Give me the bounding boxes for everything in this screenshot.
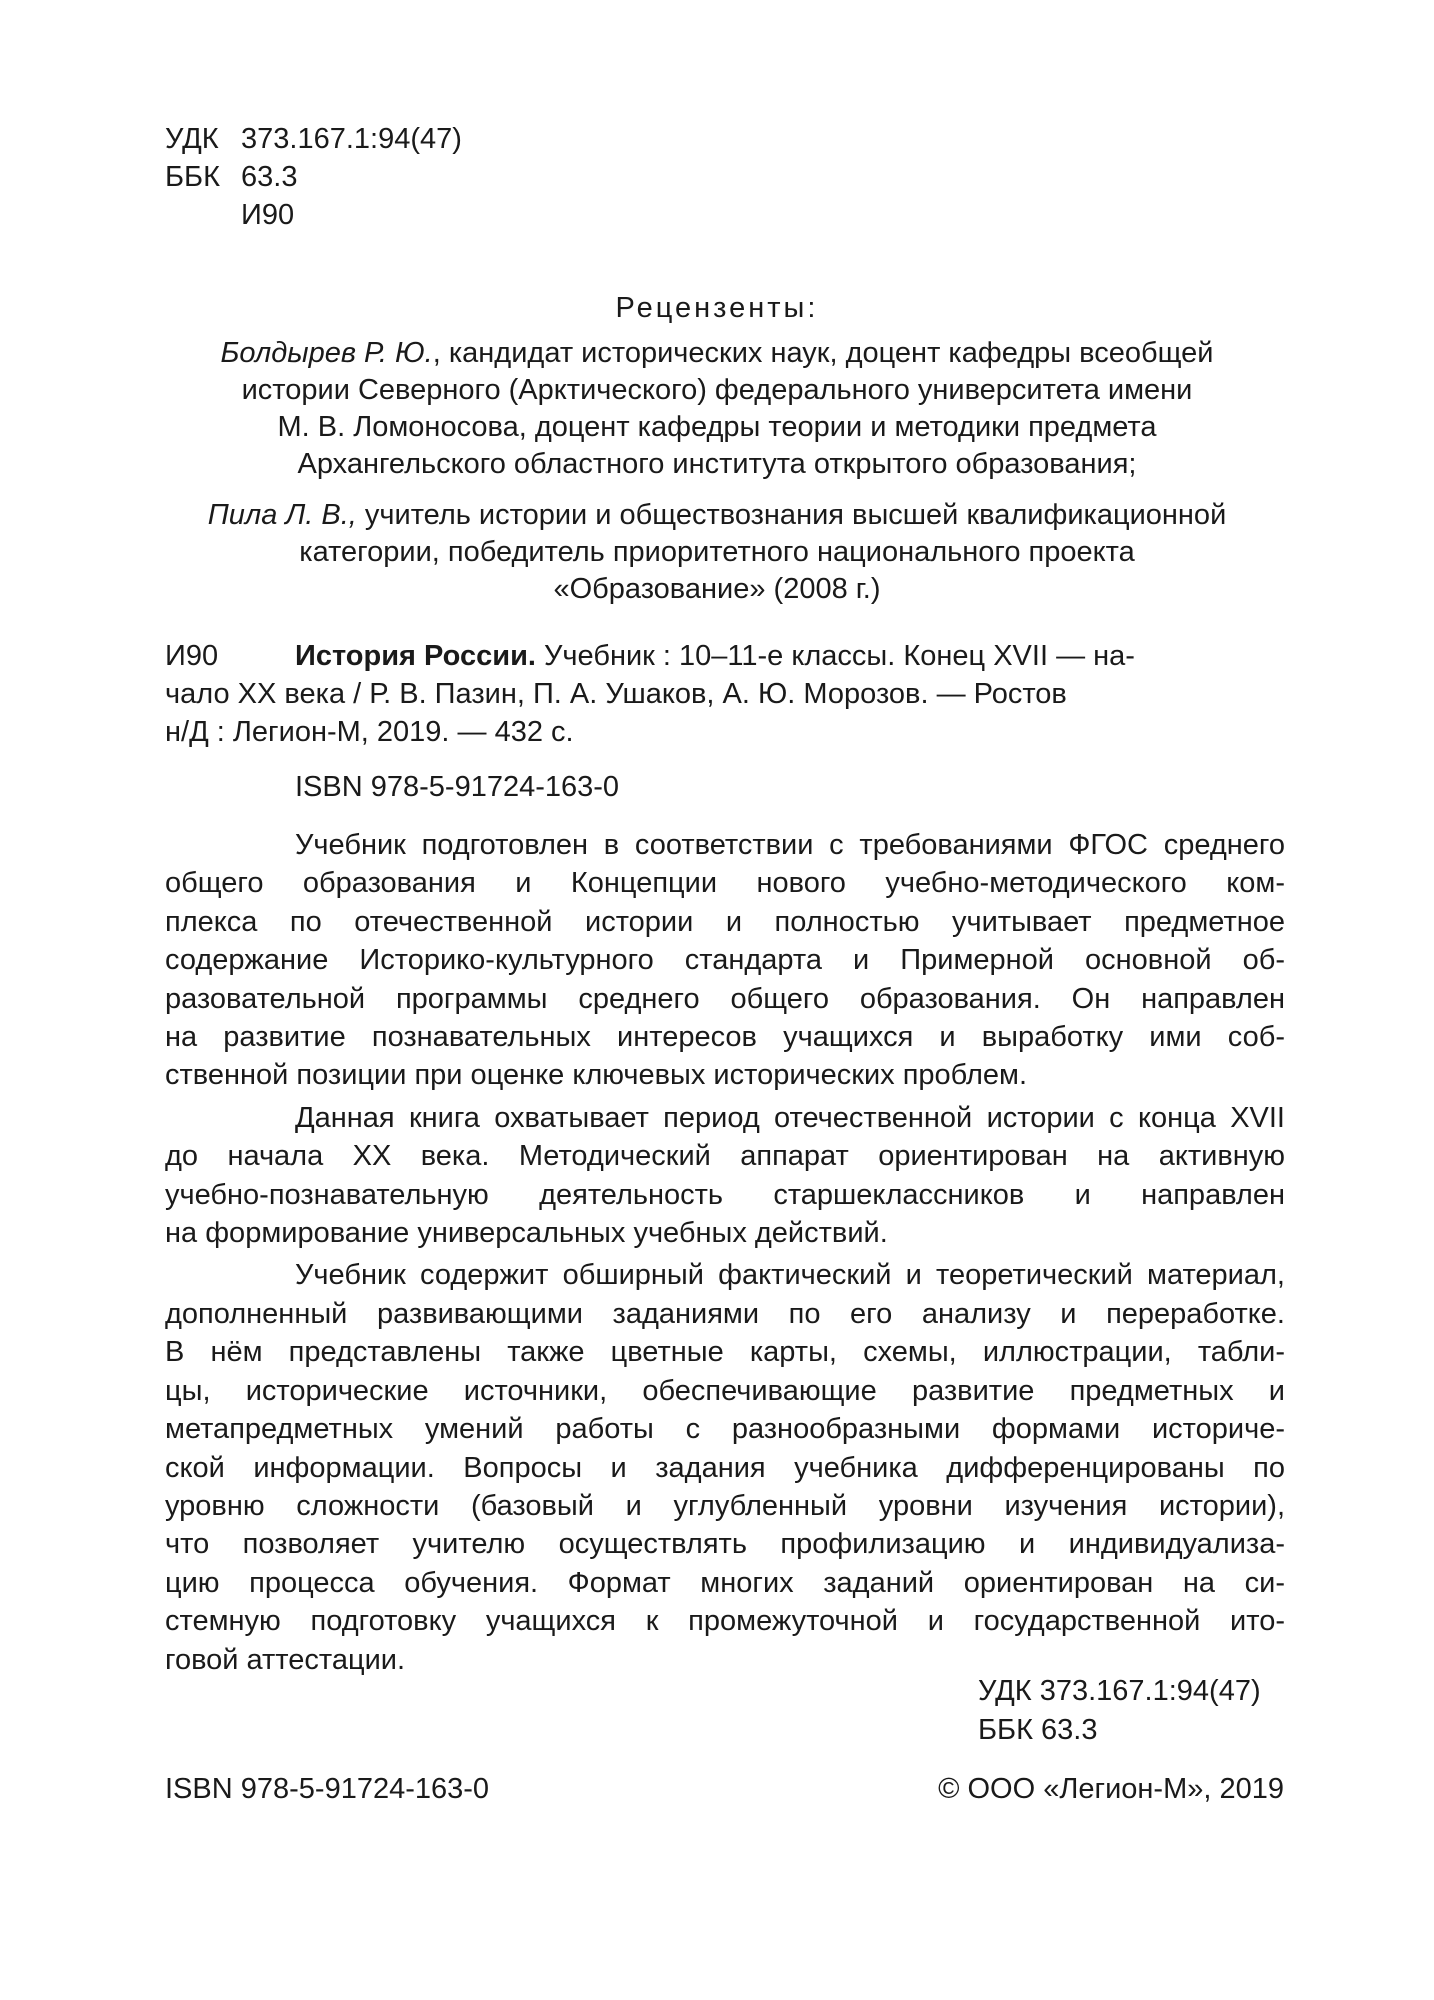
abstract-line: что позволяет учителю осуществлять профилизацию и индивидуализа- xyxy=(165,1528,1285,1561)
abstract-line: Данная книга охватывает период отечественной истории с конца XVII xyxy=(295,1101,1285,1134)
udk-row xyxy=(165,120,462,158)
bottom-udk: УДК 373.167.1:94(47) xyxy=(978,1675,1261,1707)
udk-value: 373.167.1:94(47) xyxy=(241,123,462,155)
book-title: История России. xyxy=(295,640,536,672)
author-mark: И90 xyxy=(241,199,295,231)
bbk-row xyxy=(165,158,462,196)
abstract-line: уровню сложности (базовый и углубленный уровни изучения истории), xyxy=(165,1489,1285,1522)
reviewer-1-name: Болдырев Р. Ю. xyxy=(220,337,433,369)
abstract-line: ственной позиции при оценке ключевых исторических проблем. xyxy=(165,1059,1028,1092)
footer-isbn: ISBN 978-5-91724-163-0 xyxy=(165,1773,490,1805)
bbk-value: 63.3 xyxy=(241,161,298,193)
reviewers-block xyxy=(150,290,1284,608)
abstract-line: содержание Историко-культурного стандарта и Примерной основной об- xyxy=(165,944,1285,977)
bbk-label: ББК xyxy=(165,161,220,193)
abstract-paragraph-2 xyxy=(165,1099,1285,1253)
abstract-line: В нём представлены также цветные карты, схемы, иллюстрации, табли- xyxy=(165,1336,1285,1369)
abstract-line: на развитие познавательных интересов учащихся и выработку ими соб- xyxy=(165,1021,1285,1054)
reviewer-1-line-1: Болдырев Р. Ю., кандидат исторических наук, доцент кафедры всеобщей xyxy=(220,337,1214,369)
abstract-line: разовательной программы среднего общего образования. Он направлен xyxy=(165,982,1285,1015)
author-mark-row xyxy=(165,196,462,234)
abstract-line: до начала XX века. Методический аппарат ориентирован на активную xyxy=(165,1140,1285,1173)
reviewer-1-line-2: истории Северного (Арктического) федерального университета имени xyxy=(241,374,1193,406)
entry-line-1: История России. Учебник : 10–11-е классы. Конец XVII — на- xyxy=(295,640,1135,672)
abstract-line: цы, исторические источники, обеспечивающие развитие предметных и xyxy=(165,1374,1285,1407)
bottom-bbk: ББК 63.3 xyxy=(978,1714,1098,1746)
classification-block xyxy=(165,120,462,234)
entry-line-2: чало XX века / Р. В. Пазин, П. А. Ушаков, А. Ю. Морозов. — Ростов xyxy=(165,678,1067,710)
reviewer-1-line-4: Архангельского областного института открытого образования; xyxy=(297,448,1137,480)
abstract-line: дополненный развивающими заданиями по его анализу и переработке. xyxy=(165,1297,1285,1330)
abstract-paragraph-3 xyxy=(165,1256,1285,1678)
abstract-line: Учебник подготовлен в соответствии с требованиями ФГОС среднего xyxy=(295,829,1285,861)
abstract-line: на формирование универсальных учебных действий. xyxy=(165,1217,888,1250)
bottom-classification xyxy=(978,1672,1261,1750)
reviewer-1-line-3: М. В. Ломоносова, доцент кафедры теории и методики предмета xyxy=(277,411,1157,443)
reviewer-2-line-2: категории, победитель приоритетного национального проекта xyxy=(299,536,1135,568)
abstract-line: стемную подготовку учащихся к промежуточной и государственной ито- xyxy=(165,1605,1285,1638)
abstract-line: метапредметных умений работы с разнообразными формами историче- xyxy=(165,1413,1285,1446)
catalog-entry xyxy=(165,637,1285,751)
abstract-line: Учебник содержит обширный фактический и теоретический материал, xyxy=(295,1259,1285,1292)
abstract-line: цию процесса обучения. Формат многих заданий ориентирован на си- xyxy=(165,1566,1285,1599)
reviewer-2-name: Пила Л. В., xyxy=(207,499,357,531)
footer-copyright: © ООО «Легион-М», 2019 xyxy=(938,1773,1284,1805)
reviewer-2-line-1: Пила Л. В., учитель истории и обществознания высшей квалификационной xyxy=(207,499,1227,531)
abstract-line: плекса по отечественной истории и полностью учитывает предметное xyxy=(165,905,1285,938)
entry-code: И90 xyxy=(165,640,219,672)
udk-label: УДК xyxy=(165,123,219,155)
abstract-line: учебно-познавательную деятельность старшеклассников и направлен xyxy=(165,1178,1285,1211)
abstract xyxy=(165,826,1285,1683)
reviewers-heading: Рецензенты: xyxy=(615,292,819,324)
abstract-line: общего образования и Концепции нового учебно-методического ком- xyxy=(165,867,1285,900)
abstract-line: ской информации. Вопросы и задания учебника дифференцированы по xyxy=(165,1451,1285,1484)
abstract-paragraph-1 xyxy=(165,826,1285,1095)
reviewer-2-line-3: «Образование» (2008 г.) xyxy=(553,573,881,605)
abstract-line: говой аттестации. xyxy=(165,1643,406,1676)
entry-line-3: н/Д : Легион-М, 2019. — 432 с. xyxy=(165,716,574,748)
entry-isbn: ISBN 978-5-91724-163-0 xyxy=(295,771,620,803)
